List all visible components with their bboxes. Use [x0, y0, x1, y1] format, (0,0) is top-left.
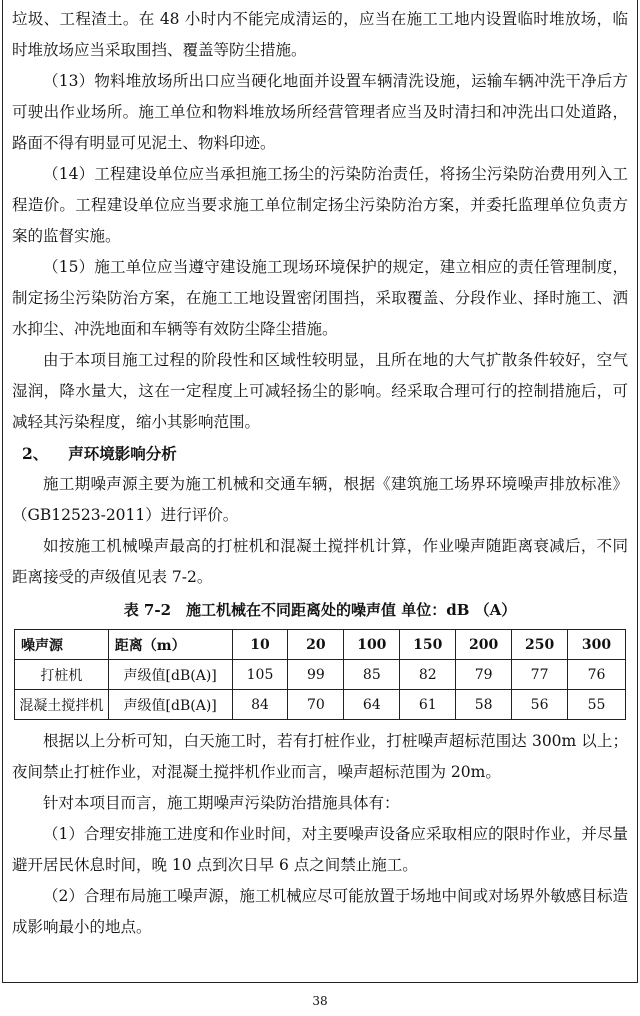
table-header-cell: 300	[568, 630, 626, 660]
paragraph-measure-1: （1）合理安排施工进度和作业时间，对主要噪声设备应采取相应的限时作业，并尽量避开居民休息时间，晚 10 点到次日早 6 点之间禁止施工。	[12, 825, 628, 874]
table-cell: 99	[288, 660, 344, 690]
paragraph-measures-intro: 针对本项目而言，施工期噪声污染防治措施具体有：	[43, 794, 400, 812]
paragraph-dust-continued: 垃圾、工程渣土。在 48 小时内不能完成清运的，应当在施工工地内设置临时堆放场，临时堆放场应当采取围挡、覆盖等防尘措施。	[12, 10, 628, 59]
table-header-cell: 200	[456, 630, 512, 660]
paragraph-noise-calc: 如按施工机械噪声最高的打桩机和混凝土搅拌机计算，作业噪声随距离衰减后，不同距离接受的声级值见表 7-2。	[12, 537, 628, 586]
table-caption: 表 7-2 施工机械在不同距离处的噪声值 单位：dB （A）	[123, 601, 517, 619]
page-content	[12, 4, 628, 943]
table-cell: 混凝土搅拌机	[15, 690, 109, 720]
table-row	[15, 690, 626, 720]
table-cell: 55	[568, 690, 626, 720]
section-heading	[12, 438, 628, 469]
table-header-cell: 距离（m）	[108, 630, 232, 660]
table-row	[15, 660, 626, 690]
table-cell: 85	[344, 660, 400, 690]
table-header-cell: 20	[288, 630, 344, 660]
paragraph-noise-source: 施工期噪声源主要为施工机械和交通车辆，根据《建筑施工场界环境噪声排放标准》（GB12523-2011）进行评价。	[12, 475, 628, 524]
table-cell: 56	[512, 690, 568, 720]
table-header-cell: 150	[400, 630, 456, 660]
table-cell: 79	[456, 660, 512, 690]
section-title: 声环境影响分析	[68, 444, 177, 463]
page-number: 38	[312, 994, 328, 1008]
table-cell: 77	[512, 660, 568, 690]
table-header-row	[15, 630, 626, 660]
table-cell: 64	[344, 690, 400, 720]
paragraph-analysis-result: 根据以上分析可知，白天施工时，若有打桩作业，打桩噪声超标范围达 300m 以上；夜间禁止打桩作业，对混凝土搅拌机作业而言，噪声超标范围为 20m。	[12, 732, 628, 781]
table-cell: 声级值[dB(A)]	[108, 660, 232, 690]
table-cell: 84	[232, 690, 288, 720]
paragraph-item-13: （13）物料堆放场所出口应当硬化地面并设置车辆清洗设施，运输车辆冲洗干净后方可驶出作业场所。施工单位和物料堆放场所经营管理者应当及时清扫和冲洗出口处道路，路面不得有明显可见泥土、物料印迹。	[12, 72, 628, 152]
section-number: 2、	[22, 444, 49, 463]
paragraph-measure-2: （2）合理布局施工噪声源，施工机械应尽可能放置于场地中间或对场界外敏感目标造成影响最小的地点。	[12, 887, 628, 936]
table-cell: 105	[232, 660, 288, 690]
paragraph-item-14: （14）工程建设单位应当承担施工扬尘的污染防治责任，将扬尘污染防治费用列入工程造价。工程建设单位应当要求施工单位制定扬尘污染防治方案，并委托监理单位负责方案的监督实施。	[12, 165, 628, 245]
table-header-cell: 噪声源	[15, 630, 109, 660]
paragraph-dust-summary: 由于本项目施工过程的阶段性和区域性较明显，且所在地的大气扩散条件较好，空气湿润，降水量大，这在一定程度上可减轻扬尘的影响。经采取合理可行的控制措施后，可减轻其污染程度，缩小其影响范围。	[12, 351, 628, 431]
table-cell: 打桩机	[15, 660, 109, 690]
table-header-cell: 10	[232, 630, 288, 660]
table-cell: 70	[288, 690, 344, 720]
table-cell: 58	[456, 690, 512, 720]
table-cell: 76	[568, 660, 626, 690]
paragraph-item-15: （15）施工单位应当遵守建设施工现场环境保护的规定，建立相应的责任管理制度，制定扬尘污染防治方案，在施工工地设置密闭围挡，采取覆盖、分段作业、择时施工、洒水抑尘、冲洗地面和车辆等有效防尘降尘措施。	[12, 258, 628, 338]
noise-table	[14, 629, 626, 720]
table-cell: 82	[400, 660, 456, 690]
table-header-cell: 100	[344, 630, 400, 660]
table-cell: 声级值[dB(A)]	[108, 690, 232, 720]
table-cell: 61	[400, 690, 456, 720]
table-header-cell: 250	[512, 630, 568, 660]
